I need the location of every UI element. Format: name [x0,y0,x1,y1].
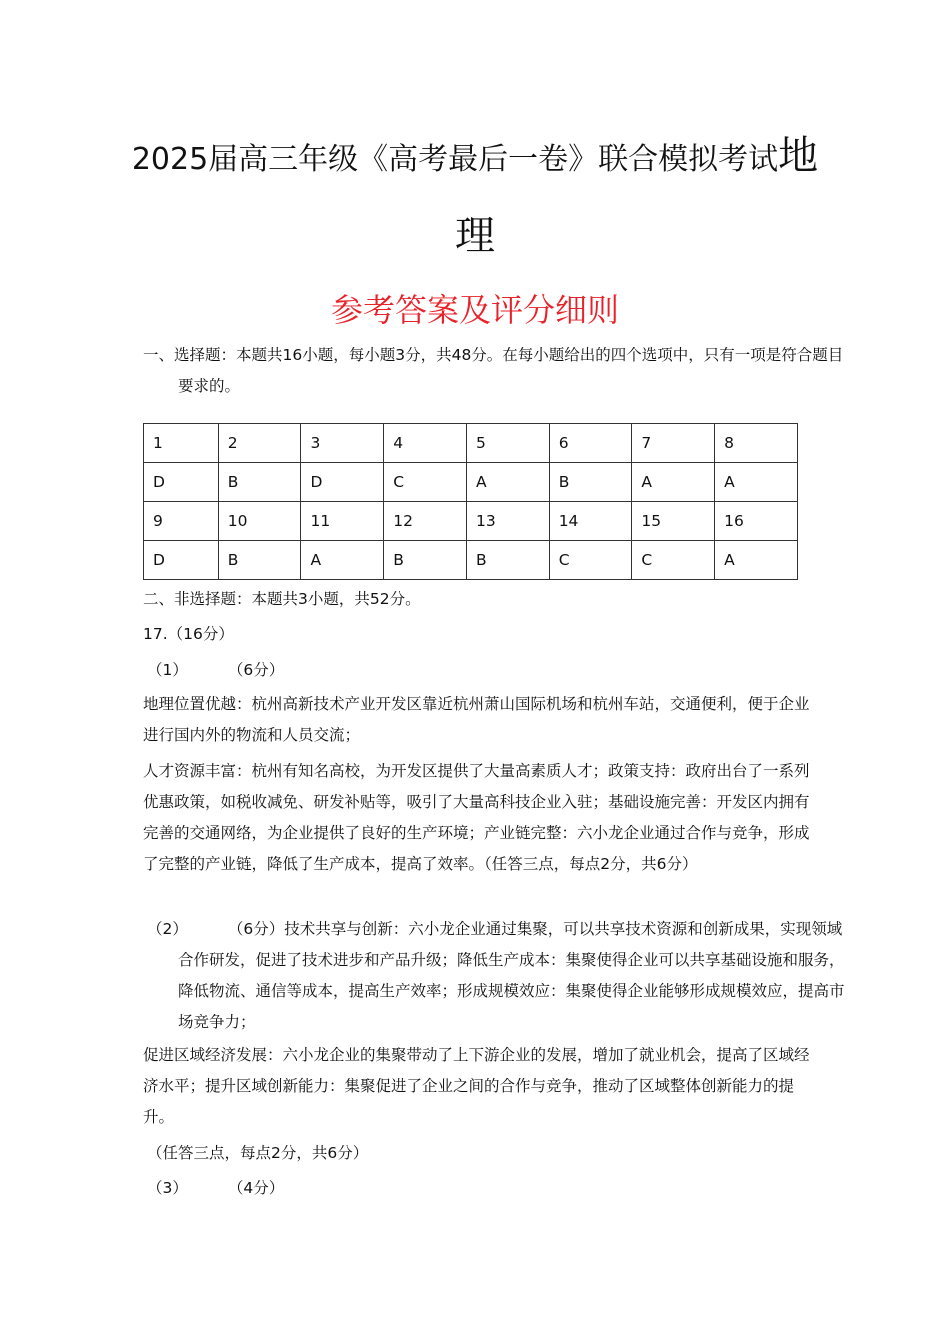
answer-cell: C [632,541,715,580]
question-number-cell: 5 [466,424,549,463]
section2-intro: 二、非选择题：本题共3小题，共52分。 [143,590,421,608]
answer-cell: B [549,463,632,502]
q17-part3-label: （3） [147,1179,188,1197]
answer-cell: D [144,541,219,580]
question-number-cell: 2 [218,424,301,463]
question-number-cell: 3 [301,424,384,463]
answer-cell: C [384,463,467,502]
answer-cell: A [466,463,549,502]
question-number-cell: 8 [715,424,798,463]
exam-title-subject-char1: 地 [778,133,819,179]
answer-cell: A [715,541,798,580]
question-number-cell: 1 [144,424,219,463]
question-number-cell: 16 [715,502,798,541]
answer-cell: C [549,541,632,580]
q17-part3-heading [147,1173,284,1204]
answer-cell: D [144,463,219,502]
answer-row [144,541,798,580]
question-number-cell: 11 [301,502,384,541]
question-number-cell: 14 [549,502,632,541]
q17-part1-points: （6分） [227,661,285,679]
exam-title-subject: 理 [455,213,495,259]
question-number-row [144,502,798,541]
q17-part2-text: （6分）技术共享与创新：六小龙企业通过集聚，可以共享技术资源和创新成果，实现领域合作研发，促进了技术进步和产品升级；降低生产成本：集聚使得企业可以共享基础设施和服务，降低物流、通信等成本，提高生产效率；形成规模效应：集聚使得企业能够形成规模效应，提高市场竞争力； [178,920,845,1031]
q17-part1-para1: 地理位置优越：杭州高新技术产业开发区靠近杭州萧山国际机场和杭州车站，交通便利，便于企业进行国内外的物流和人员交流； [143,695,810,744]
q17-part1-label: （1） [147,661,188,679]
answer-cell: B [466,541,549,580]
exam-title [0,132,950,184]
answer-row [144,463,798,502]
q17-heading: 17.（16分） [143,625,234,643]
answer-heading: 参考答案及评分细则 [330,291,619,329]
question-number-cell: 15 [632,502,715,541]
exam-title-main: 2025届高三年级《高考最后一卷》联合模拟考试 [131,142,779,177]
answer-cell: B [218,463,301,502]
question-number-cell: 10 [218,502,301,541]
answer-cell: A [301,541,384,580]
question-number-cell: 9 [144,502,219,541]
question-number-cell: 6 [549,424,632,463]
q17-part3-points: （4分） [227,1179,285,1197]
section1-intro: 一、选择题：本题共16小题，每小题3分，共48分。在每小题给出的四个选项中，只有一项是符合题目要求的。 [143,346,844,395]
question-number-cell: 7 [632,424,715,463]
answer-cell: B [384,541,467,580]
answer-cell: A [715,463,798,502]
q17-part2-note: （任答三点，每点2分，共6分） [147,1144,369,1162]
answer-cell: A [632,463,715,502]
answer-table [143,423,798,580]
question-number-cell: 13 [466,502,549,541]
q17-part1-heading [147,655,284,686]
q17-part2 [147,914,854,1038]
q17-part2-label: （2） [147,920,188,938]
q17-part1-para2: 人才资源丰富：杭州有知名高校，为开发区提供了大量高素质人才；政策支持：政府出台了一系列优惠政策，如税收减免、研发补贴等，吸引了大量高科技企业入驻；基础设施完善：开发区内拥有完善的交通网络，为企业提供了良好的生产环境；产业链完整：六小龙企业通过合作与竞争，形成了完整的产业链，降低了生产成本，提高了效率。（任答三点，每点2分，共6分） [143,762,810,873]
question-number-cell: 4 [384,424,467,463]
answer-cell: D [301,463,384,502]
answer-cell: B [218,541,301,580]
q17-part2-para2: 促进区域经济发展：六小龙企业的集聚带动了上下游企业的发展，增加了就业机会，提高了区域经济水平；提升区域创新能力：集聚促进了企业之间的合作与竞争，推动了区域整体创新能力的提升。 [143,1046,810,1126]
question-number-cell: 12 [384,502,467,541]
question-number-row [144,424,798,463]
